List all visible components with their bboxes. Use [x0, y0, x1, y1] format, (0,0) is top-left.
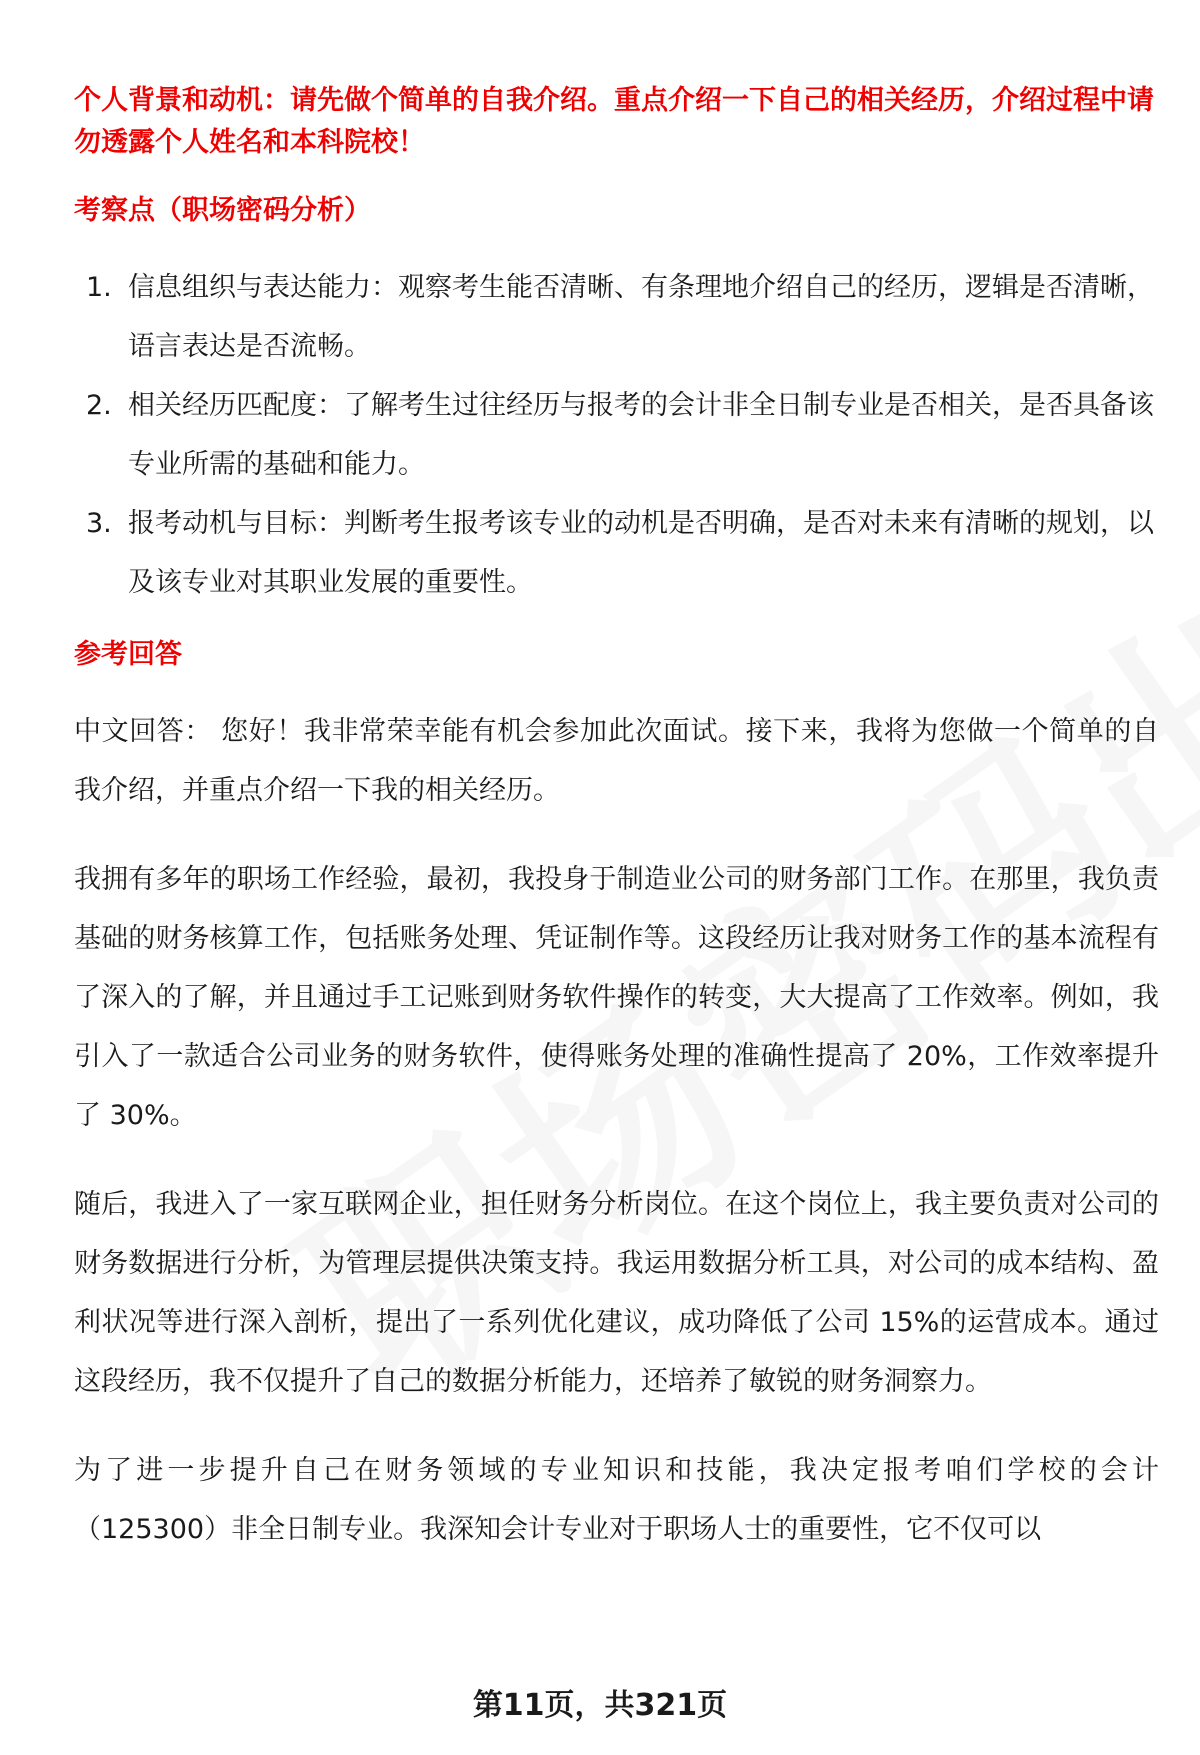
point-number: 2. — [86, 390, 112, 421]
analysis-title: 考察点（职场密码分析） — [74, 195, 371, 226]
point-text: 报考动机与目标：判断考生报考该专业的动机是否明确，是否对未来有清晰的规划，以及该专业对其职业发展的重要性。 — [128, 508, 1154, 598]
answer-paragraph: 随后，我进入了一家互联网企业，担任财务分析岗位。在这个岗位上，我主要负责对公司的财务数据进行分析，为管理层提供决策支持。我运用数据分析工具，对公司的成本结构、盈利状况等进行深入剖析，提出了一系列优化建议，成功降低了公司 15%的运营成本。通过这段经历，我不仅提升了自己的数据分析能力，还培养了敏锐的财务洞察力。 — [74, 1189, 1159, 1397]
point-text: 相关经历匹配度：了解考生过往经历与报考的会计非全日制专业是否相关，是否具备该专业所需的基础和能力。 — [128, 390, 1154, 480]
point-number: 3. — [86, 508, 112, 539]
analysis-point — [74, 258, 1159, 376]
analysis-point — [74, 494, 1159, 612]
point-text: 信息组织与表达能力：观察考生能否清晰、有条理地介绍自己的经历，逻辑是否清晰，语言表达是否流畅。 — [128, 272, 1154, 362]
document-page — [74, 80, 1159, 1589]
answer-paragraph: 为了进一步提升自己在财务领域的专业知识和技能，我决定报考咱们学校的会计（125300）非全日制专业。我深知会计专业对于职场人士的重要性，它不仅可以 — [74, 1455, 1159, 1545]
point-number: 1. — [86, 272, 112, 303]
answer-paragraph: 我拥有多年的职场工作经验，最初，我投身于制造业公司的财务部门工作。在那里，我负责基础的财务核算工作，包括账务处理、凭证制作等。这段经历让我对财务工作的基本流程有了深入的了解，并且通过手工记账到财务软件操作的转变，大大提高了工作效率。例如，我引入了一款适合公司业务的财务软件，使得账务处理的准确性提高了 20%，工作效率提升了 30%。 — [74, 864, 1159, 1131]
answer-title: 参考回答 — [74, 639, 182, 670]
page-footer: 第11页，共321页 — [472, 1688, 728, 1723]
analysis-points-list — [74, 258, 1159, 612]
question-heading: 个人背景和动机：请先做个简单的自我介绍。重点介绍一下自己的相关经历，介绍过程中请勿透露个人姓名和本科院校！ — [74, 85, 1154, 158]
analysis-point — [74, 376, 1159, 494]
answer-paragraph: 中文回答： 您好！我非常荣幸能有机会参加此次面试。接下来，我将为您做一个简单的自我介绍，并重点介绍一下我的相关经历。 — [74, 716, 1159, 806]
